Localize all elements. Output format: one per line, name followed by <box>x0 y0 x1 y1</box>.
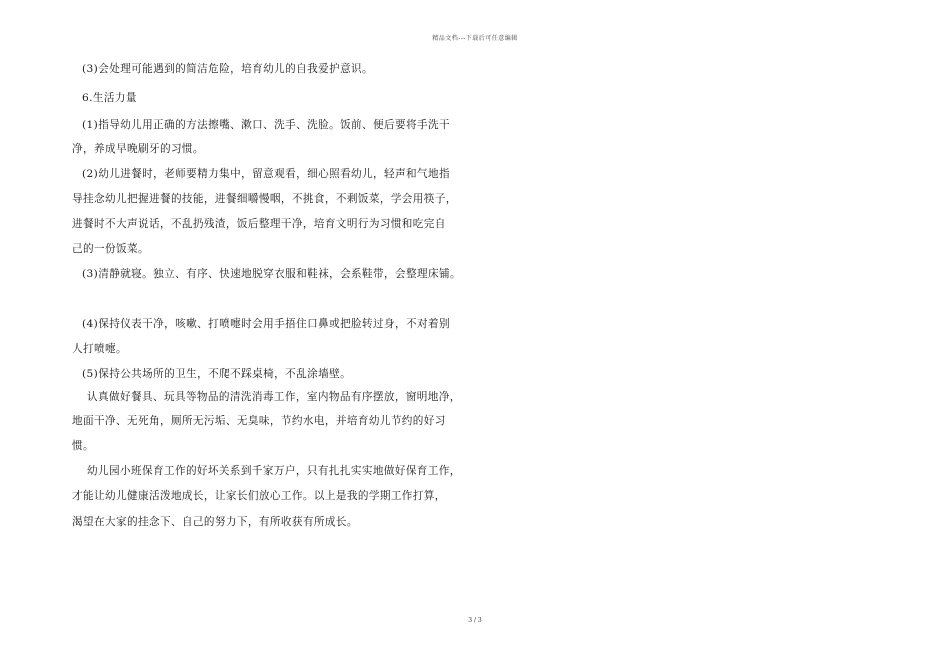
paragraph-line: 渴望在大家的挂念下、自己的努力下，有所收获有所成长。 <box>72 516 358 528</box>
page-header: 精品文档---下载后可任意编辑 <box>432 35 518 42</box>
paragraph-line: 惯。 <box>72 440 94 452</box>
paragraph-line: (3)会处理可能遇到的简洁危险，培育幼儿的自我爱护意识。 <box>82 63 374 75</box>
paragraph-line: (1)指导幼儿用正确的方法擦嘴、漱口、洗手、洗脸。饭前、便后要将手洗干 <box>82 119 451 131</box>
paragraph-line: 进餐时不大声说话，不乱扔残渣，饭后整理干净，培育文明行为习惯和吃完自 <box>72 218 446 230</box>
paragraph-line: 净，养成早晚刷牙的习惯。 <box>72 143 204 155</box>
paragraph-line: 幼儿园小班保育工作的好坏关系到千家万户，只有扎扎实实地做好保育工作， <box>87 465 461 477</box>
paragraph-line: 地面干净、无死角，厕所无污垢、无臭味，节约水电，并培育幼儿节约的好习 <box>72 415 446 427</box>
paragraph-line: (3)清静就寝。独立、有序、快速地脱穿衣服和鞋袜，会系鞋带，会整理床铺。 <box>82 268 461 280</box>
paragraph-line: (2)幼儿进餐时，老师要精力集中，留意观看，细心照看幼儿，轻声和气地指 <box>82 168 451 180</box>
paragraph-line: (4)保持仪表干净，咳嗽、打喷嚏时会用手捂住口鼻或把脸转过身，不对着别 <box>82 318 451 330</box>
section-heading: 6.生活力量 <box>82 92 137 104</box>
paragraph-line: 导挂念幼儿把握进餐的技能，进餐细嚼慢咽，不挑食，不剩饭菜，学会用筷子， <box>72 193 457 205</box>
page-number: 3 / 3 <box>468 617 482 624</box>
paragraph-line: (5)保持公共场所的卫生，不爬不踩桌椅，不乱涂墙壁。 <box>82 368 352 380</box>
paragraph-line: 人打喷嚏。 <box>72 343 127 355</box>
paragraph-line: 己的一份饭菜。 <box>72 243 149 255</box>
paragraph-line: 认真做好餐具、玩具等物品的清洗消毒工作，室内物品有序摆放，窗明地净， <box>87 391 461 403</box>
paragraph-line: 才能让幼儿健康活泼地成长，让家长们放心工作。以上是我的学期工作打算， <box>72 490 446 502</box>
